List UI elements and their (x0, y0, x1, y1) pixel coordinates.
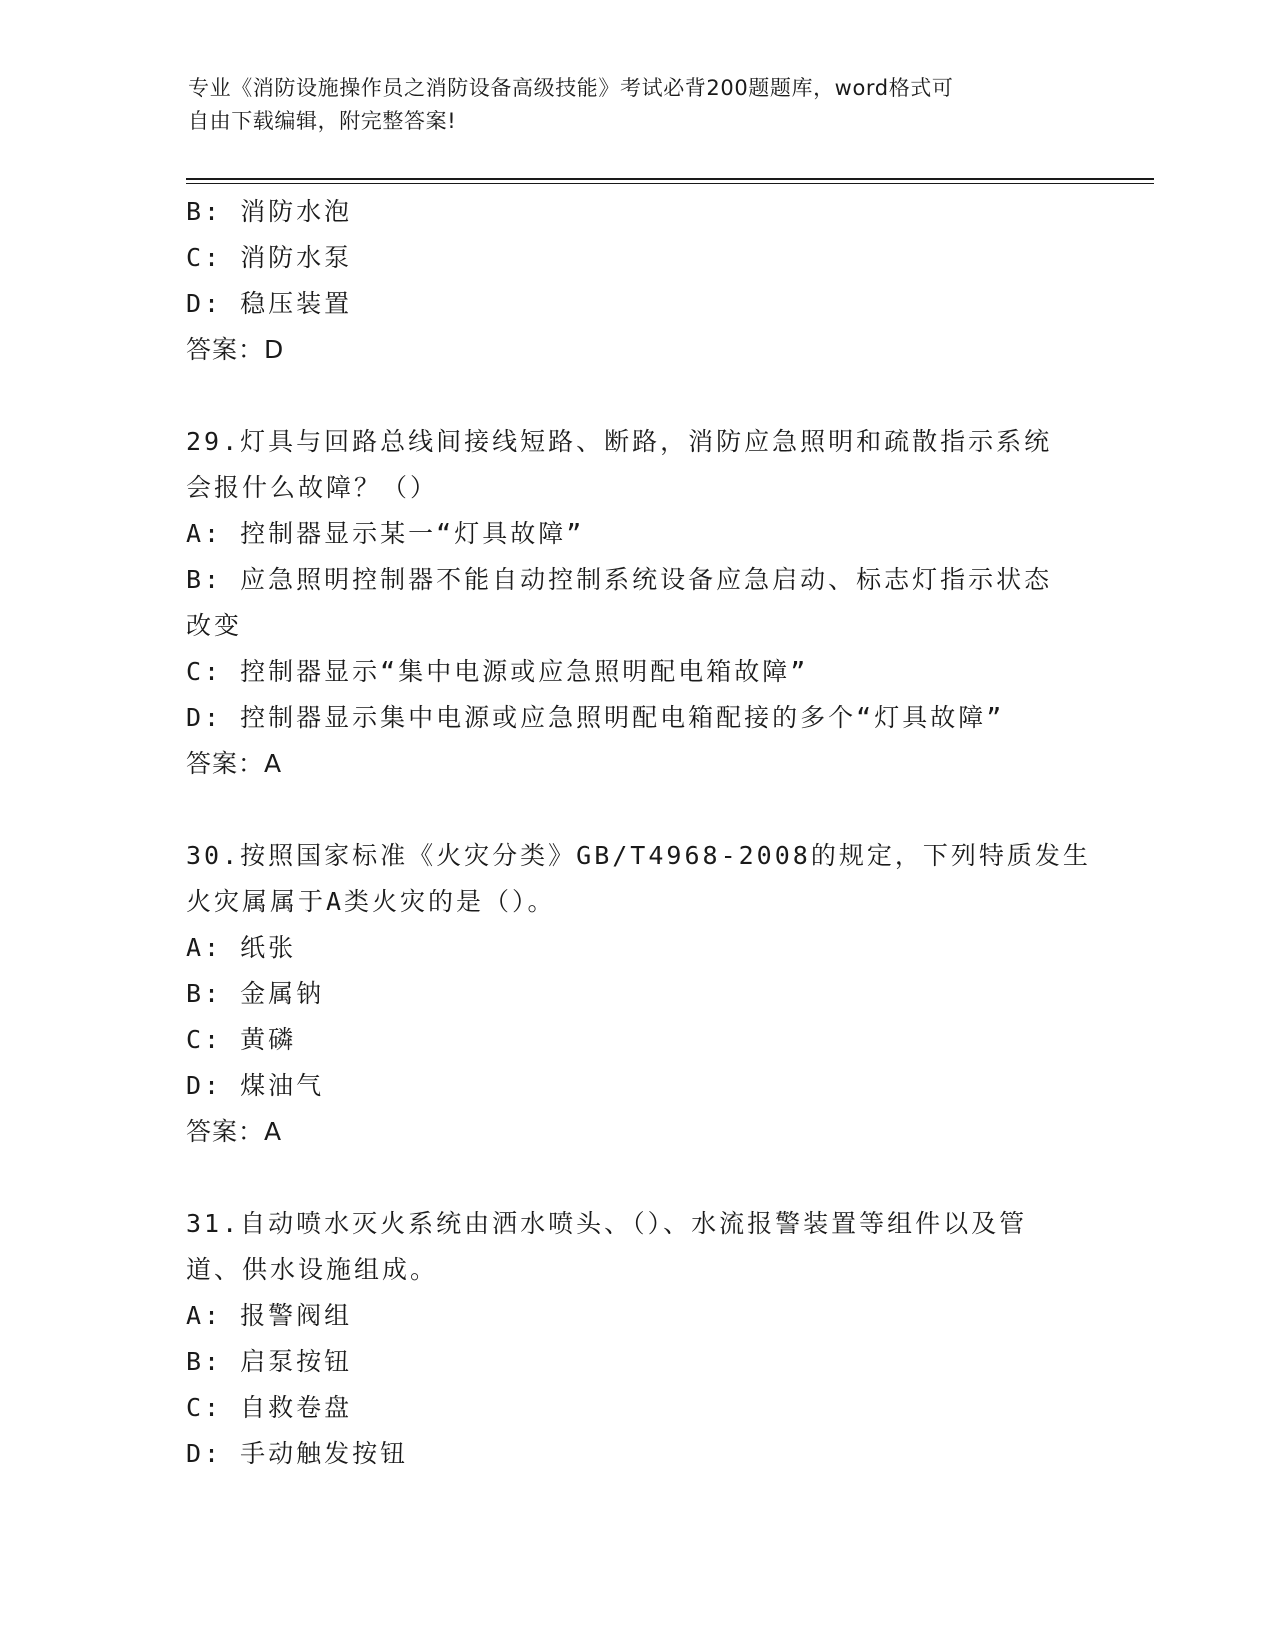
spacer (186, 373, 1086, 419)
option-a: A: 纸张 (186, 933, 297, 962)
option-c: C: 消防水泵 (186, 243, 353, 272)
option-b: B: 应急照明控制器不能自动控制系统设备应急启动、标志灯指示状态 (186, 565, 1053, 594)
answer-label: 答案：A (186, 749, 283, 778)
question-31 (186, 1201, 1086, 1477)
question-stem-line: 29.灯具与回路总线间接线短路、断路，消防应急照明和疏散指示系统 (186, 427, 1053, 456)
option-b: B: 启泵按钮 (186, 1347, 353, 1376)
option-d: D: 手动触发按钮 (186, 1439, 409, 1468)
header-line-1: 专业《消防设施操作员之消防设备高级技能》考试必背200题题库，word格式可 (188, 76, 954, 100)
header-line-2: 自由下载编辑，附完整答案! (188, 109, 457, 133)
question-stem-line: 会报什么故障？（） (186, 473, 439, 502)
option-d: D: 稳压装置 (186, 289, 353, 318)
option-c: C: 黄磷 (186, 1025, 297, 1054)
answer-label: 答案：D (186, 335, 285, 364)
question-stem-line: 30.按照国家标准《火灾分类》GB/T4968-2008的规定，下列特质发生 (186, 841, 1091, 870)
question-29 (186, 419, 1086, 787)
option-a: A: 控制器显示某一“灯具故障” (186, 519, 585, 548)
question-stem-line: 31.自动喷水灭火系统由洒水喷头、（）、水流报警装置等组件以及管 (186, 1209, 1028, 1238)
option-b: B: 金属钠 (186, 979, 325, 1008)
prev-question (186, 189, 1086, 373)
option-c: C: 自救卷盘 (186, 1393, 353, 1422)
answer-label: 答案：A (186, 1117, 283, 1146)
option-b-continued: 改变 (186, 611, 243, 640)
header-divider-thin (186, 183, 1154, 184)
option-c: C: 控制器显示“集中电源或应急照明配电箱故障” (186, 657, 809, 686)
question-content (186, 189, 1091, 1477)
option-a: A: 报警阀组 (186, 1301, 353, 1330)
spacer (186, 1155, 1086, 1201)
option-b: B: 消防水泡 (186, 197, 353, 226)
document-header (188, 72, 1088, 138)
question-30 (186, 833, 1091, 1155)
spacer (186, 787, 1086, 833)
question-stem-line: 火灾属属于A类火灾的是（）。 (186, 887, 556, 916)
question-stem-line: 道、供水设施组成。 (186, 1255, 439, 1284)
option-d: D: 控制器显示集中电源或应急照明配电箱配接的多个“灯具故障” (186, 703, 1005, 732)
header-divider-thick (186, 178, 1154, 180)
option-d: D: 煤油气 (186, 1071, 325, 1100)
